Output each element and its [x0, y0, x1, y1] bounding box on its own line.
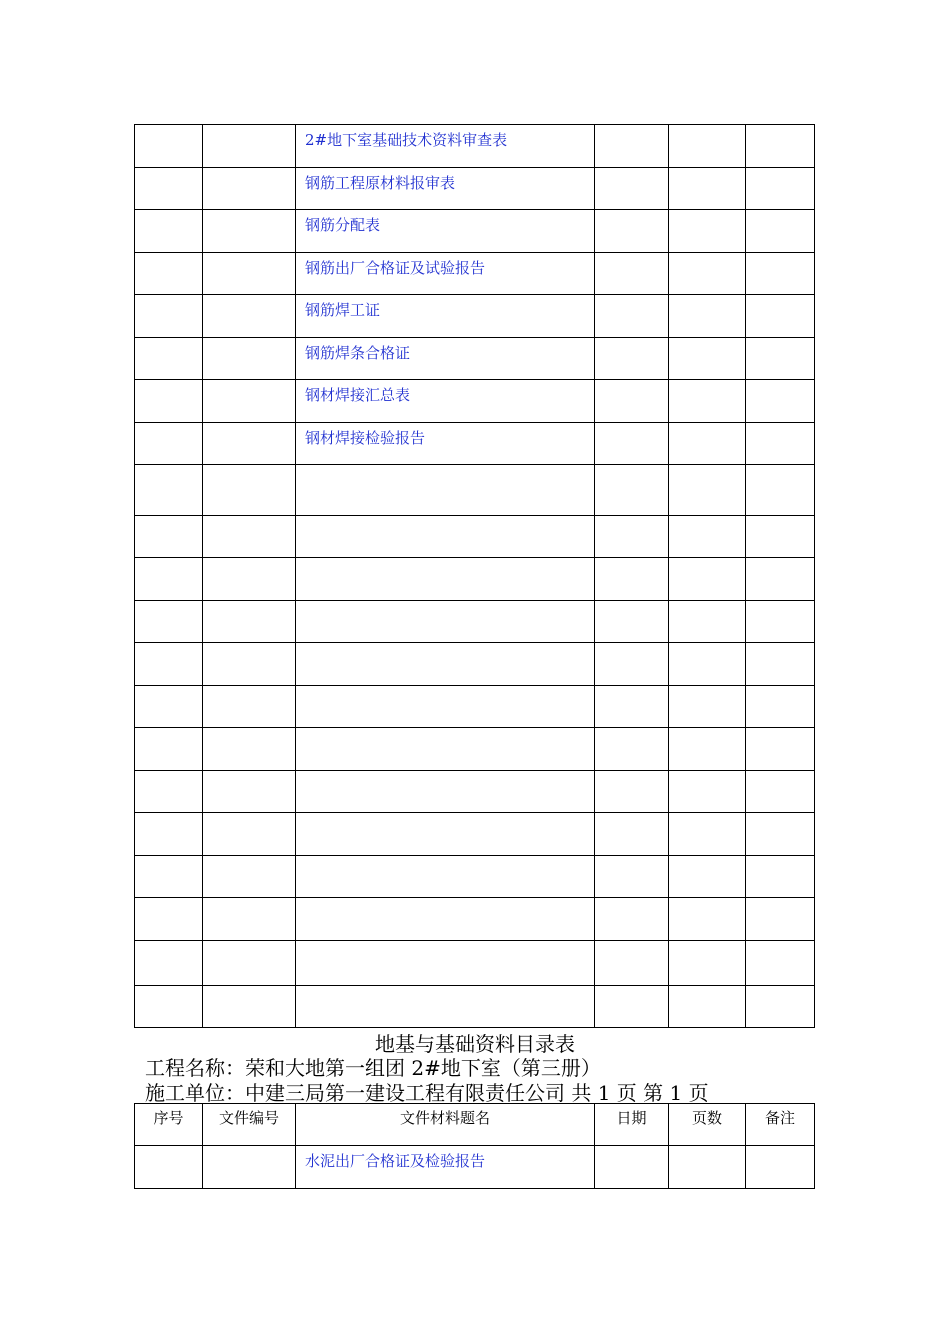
seq-cell: [135, 125, 203, 168]
seq-cell: [135, 516, 203, 558]
pages-cell: [669, 986, 746, 1028]
seq-cell: [135, 856, 203, 898]
header-pages: 页数: [669, 1104, 746, 1146]
remarks-cell: [746, 1146, 815, 1189]
file-number-cell: [203, 771, 296, 813]
date-cell: [595, 253, 669, 295]
table-row: [135, 558, 815, 601]
header-file-number: 文件编号: [203, 1104, 296, 1146]
remarks-cell: [746, 253, 815, 295]
seq-cell: [135, 253, 203, 295]
pages-cell: [669, 210, 746, 253]
seq-cell: [135, 423, 203, 465]
pages-cell: [669, 941, 746, 986]
file-number-cell: [203, 601, 296, 643]
header-row: [135, 1104, 815, 1146]
remarks-cell: [746, 210, 815, 253]
pages-cell: [669, 643, 746, 686]
file-title-cell: 钢材焊接检验报告: [296, 423, 595, 465]
remarks-cell: [746, 465, 815, 516]
date-cell: [595, 168, 669, 210]
table-row: [135, 210, 815, 253]
date-cell: [595, 813, 669, 856]
file-title-cell: [296, 856, 595, 898]
project-name-line: 工程名称：荣和大地第一组团 2#地下室（第三册）: [145, 1056, 601, 1080]
header-seq: 序号: [135, 1104, 203, 1146]
remarks-cell: [746, 813, 815, 856]
file-number-cell: [203, 728, 296, 771]
date-cell: [595, 898, 669, 941]
remarks-cell: [746, 168, 815, 210]
file-title-cell: [296, 898, 595, 941]
file-number-cell: [203, 941, 296, 986]
remarks-cell: [746, 728, 815, 771]
date-cell: [595, 728, 669, 771]
remarks-cell: [746, 125, 815, 168]
file-title-cell: [296, 516, 595, 558]
pages-cell: [669, 338, 746, 380]
pages-cell: [669, 728, 746, 771]
file-title-cell: 钢筋出厂合格证及试验报告: [296, 253, 595, 295]
seq-cell: [135, 813, 203, 856]
date-cell: [595, 210, 669, 253]
table-row: [135, 516, 815, 558]
pages-cell: [669, 1146, 746, 1189]
seq-cell: [135, 898, 203, 941]
remarks-cell: [746, 516, 815, 558]
table-row: [135, 813, 815, 856]
seq-cell: [135, 1146, 203, 1189]
seq-cell: [135, 338, 203, 380]
file-number-cell: [203, 686, 296, 728]
file-number-cell: [203, 986, 296, 1028]
file-title-cell: [296, 986, 595, 1028]
seq-cell: [135, 601, 203, 643]
remarks-cell: [746, 295, 815, 338]
pages-cell: [669, 380, 746, 423]
pages-cell: [669, 898, 746, 941]
date-cell: [595, 465, 669, 516]
date-cell: [595, 338, 669, 380]
date-cell: [595, 516, 669, 558]
table-row: [135, 941, 815, 986]
remarks-cell: [746, 601, 815, 643]
header-file-title: 文件材料题名: [296, 1104, 595, 1146]
pages-cell: [669, 771, 746, 813]
file-number-cell: [203, 856, 296, 898]
date-cell: [595, 380, 669, 423]
pages-cell: [669, 168, 746, 210]
remarks-cell: [746, 380, 815, 423]
remarks-cell: [746, 558, 815, 601]
bottom-catalog-table: [134, 1103, 815, 1189]
file-number-cell: [203, 643, 296, 686]
file-title-cell: 钢筋焊工证: [296, 295, 595, 338]
seq-cell: [135, 686, 203, 728]
file-title-cell: [296, 643, 595, 686]
table-row: [135, 295, 815, 338]
remarks-cell: [746, 898, 815, 941]
seq-cell: [135, 210, 203, 253]
pages-cell: [669, 686, 746, 728]
file-number-cell: [203, 1146, 296, 1189]
seq-cell: [135, 465, 203, 516]
seq-cell: [135, 941, 203, 986]
seq-cell: [135, 558, 203, 601]
seq-cell: [135, 771, 203, 813]
table-row: [135, 856, 815, 898]
file-title-cell: [296, 728, 595, 771]
file-title-cell: [296, 558, 595, 601]
file-title-cell: [296, 771, 595, 813]
remarks-cell: [746, 423, 815, 465]
file-title-cell: [296, 465, 595, 516]
table-row: [135, 168, 815, 210]
pages-cell: [669, 601, 746, 643]
table-row: [135, 423, 815, 465]
pages-cell: [669, 423, 746, 465]
file-number-cell: [203, 423, 296, 465]
date-cell: [595, 423, 669, 465]
file-title-cell: 钢材焊接汇总表: [296, 380, 595, 423]
table-row: [135, 601, 815, 643]
date-cell: [595, 125, 669, 168]
file-number-cell: [203, 465, 296, 516]
table-row: [135, 253, 815, 295]
table-row: [135, 380, 815, 423]
seq-cell: [135, 295, 203, 338]
date-cell: [595, 1146, 669, 1189]
remarks-cell: [746, 856, 815, 898]
file-title-cell: 钢筋工程原材料报审表: [296, 168, 595, 210]
remarks-cell: [746, 986, 815, 1028]
seq-cell: [135, 380, 203, 423]
file-number-cell: [203, 516, 296, 558]
file-number-cell: [203, 168, 296, 210]
file-number-cell: [203, 558, 296, 601]
file-title-cell: 钢筋分配表: [296, 210, 595, 253]
construction-unit-line: 施工单位：中建三局第一建设工程有限责任公司 共 1 页 第 1 页: [145, 1081, 709, 1105]
remarks-cell: [746, 643, 815, 686]
table-row: [135, 125, 815, 168]
file-title-cell: [296, 686, 595, 728]
file-number-cell: [203, 210, 296, 253]
pages-cell: [669, 125, 746, 168]
file-number-cell: [203, 338, 296, 380]
date-cell: [595, 295, 669, 338]
seq-cell: [135, 986, 203, 1028]
pages-cell: [669, 558, 746, 601]
date-cell: [595, 601, 669, 643]
date-cell: [595, 986, 669, 1028]
file-title-cell: 钢筋焊条合格证: [296, 338, 595, 380]
file-number-cell: [203, 253, 296, 295]
pages-cell: [669, 516, 746, 558]
table-row: [135, 771, 815, 813]
table-row: [135, 338, 815, 380]
remarks-cell: [746, 941, 815, 986]
date-cell: [595, 558, 669, 601]
file-title-cell: 水泥出厂合格证及检验报告: [296, 1146, 595, 1189]
pages-cell: [669, 813, 746, 856]
file-title-cell: [296, 941, 595, 986]
header-remarks: 备注: [746, 1104, 815, 1146]
top-catalog-table: [134, 124, 815, 1028]
pages-cell: [669, 856, 746, 898]
seq-cell: [135, 643, 203, 686]
date-cell: [595, 856, 669, 898]
seq-cell: [135, 728, 203, 771]
table-row: [135, 465, 815, 516]
remarks-cell: [746, 771, 815, 813]
table-row: [135, 1146, 815, 1189]
table-row: [135, 643, 815, 686]
file-title-cell: [296, 601, 595, 643]
table-row: [135, 728, 815, 771]
table-row: [135, 686, 815, 728]
header-date: 日期: [595, 1104, 669, 1146]
date-cell: [595, 771, 669, 813]
seq-cell: [135, 168, 203, 210]
file-number-cell: [203, 380, 296, 423]
table-row: [135, 986, 815, 1028]
pages-cell: [669, 295, 746, 338]
file-number-cell: [203, 898, 296, 941]
document-title: 地基与基础资料目录表: [375, 1032, 575, 1056]
file-number-cell: [203, 125, 296, 168]
date-cell: [595, 686, 669, 728]
date-cell: [595, 941, 669, 986]
date-cell: [595, 643, 669, 686]
file-title-cell: [296, 813, 595, 856]
remarks-cell: [746, 686, 815, 728]
file-title-cell: 2#地下室基础技术资料审查表: [296, 125, 595, 168]
table-row: [135, 898, 815, 941]
remarks-cell: [746, 338, 815, 380]
file-number-cell: [203, 813, 296, 856]
file-number-cell: [203, 295, 296, 338]
pages-cell: [669, 253, 746, 295]
pages-cell: [669, 465, 746, 516]
